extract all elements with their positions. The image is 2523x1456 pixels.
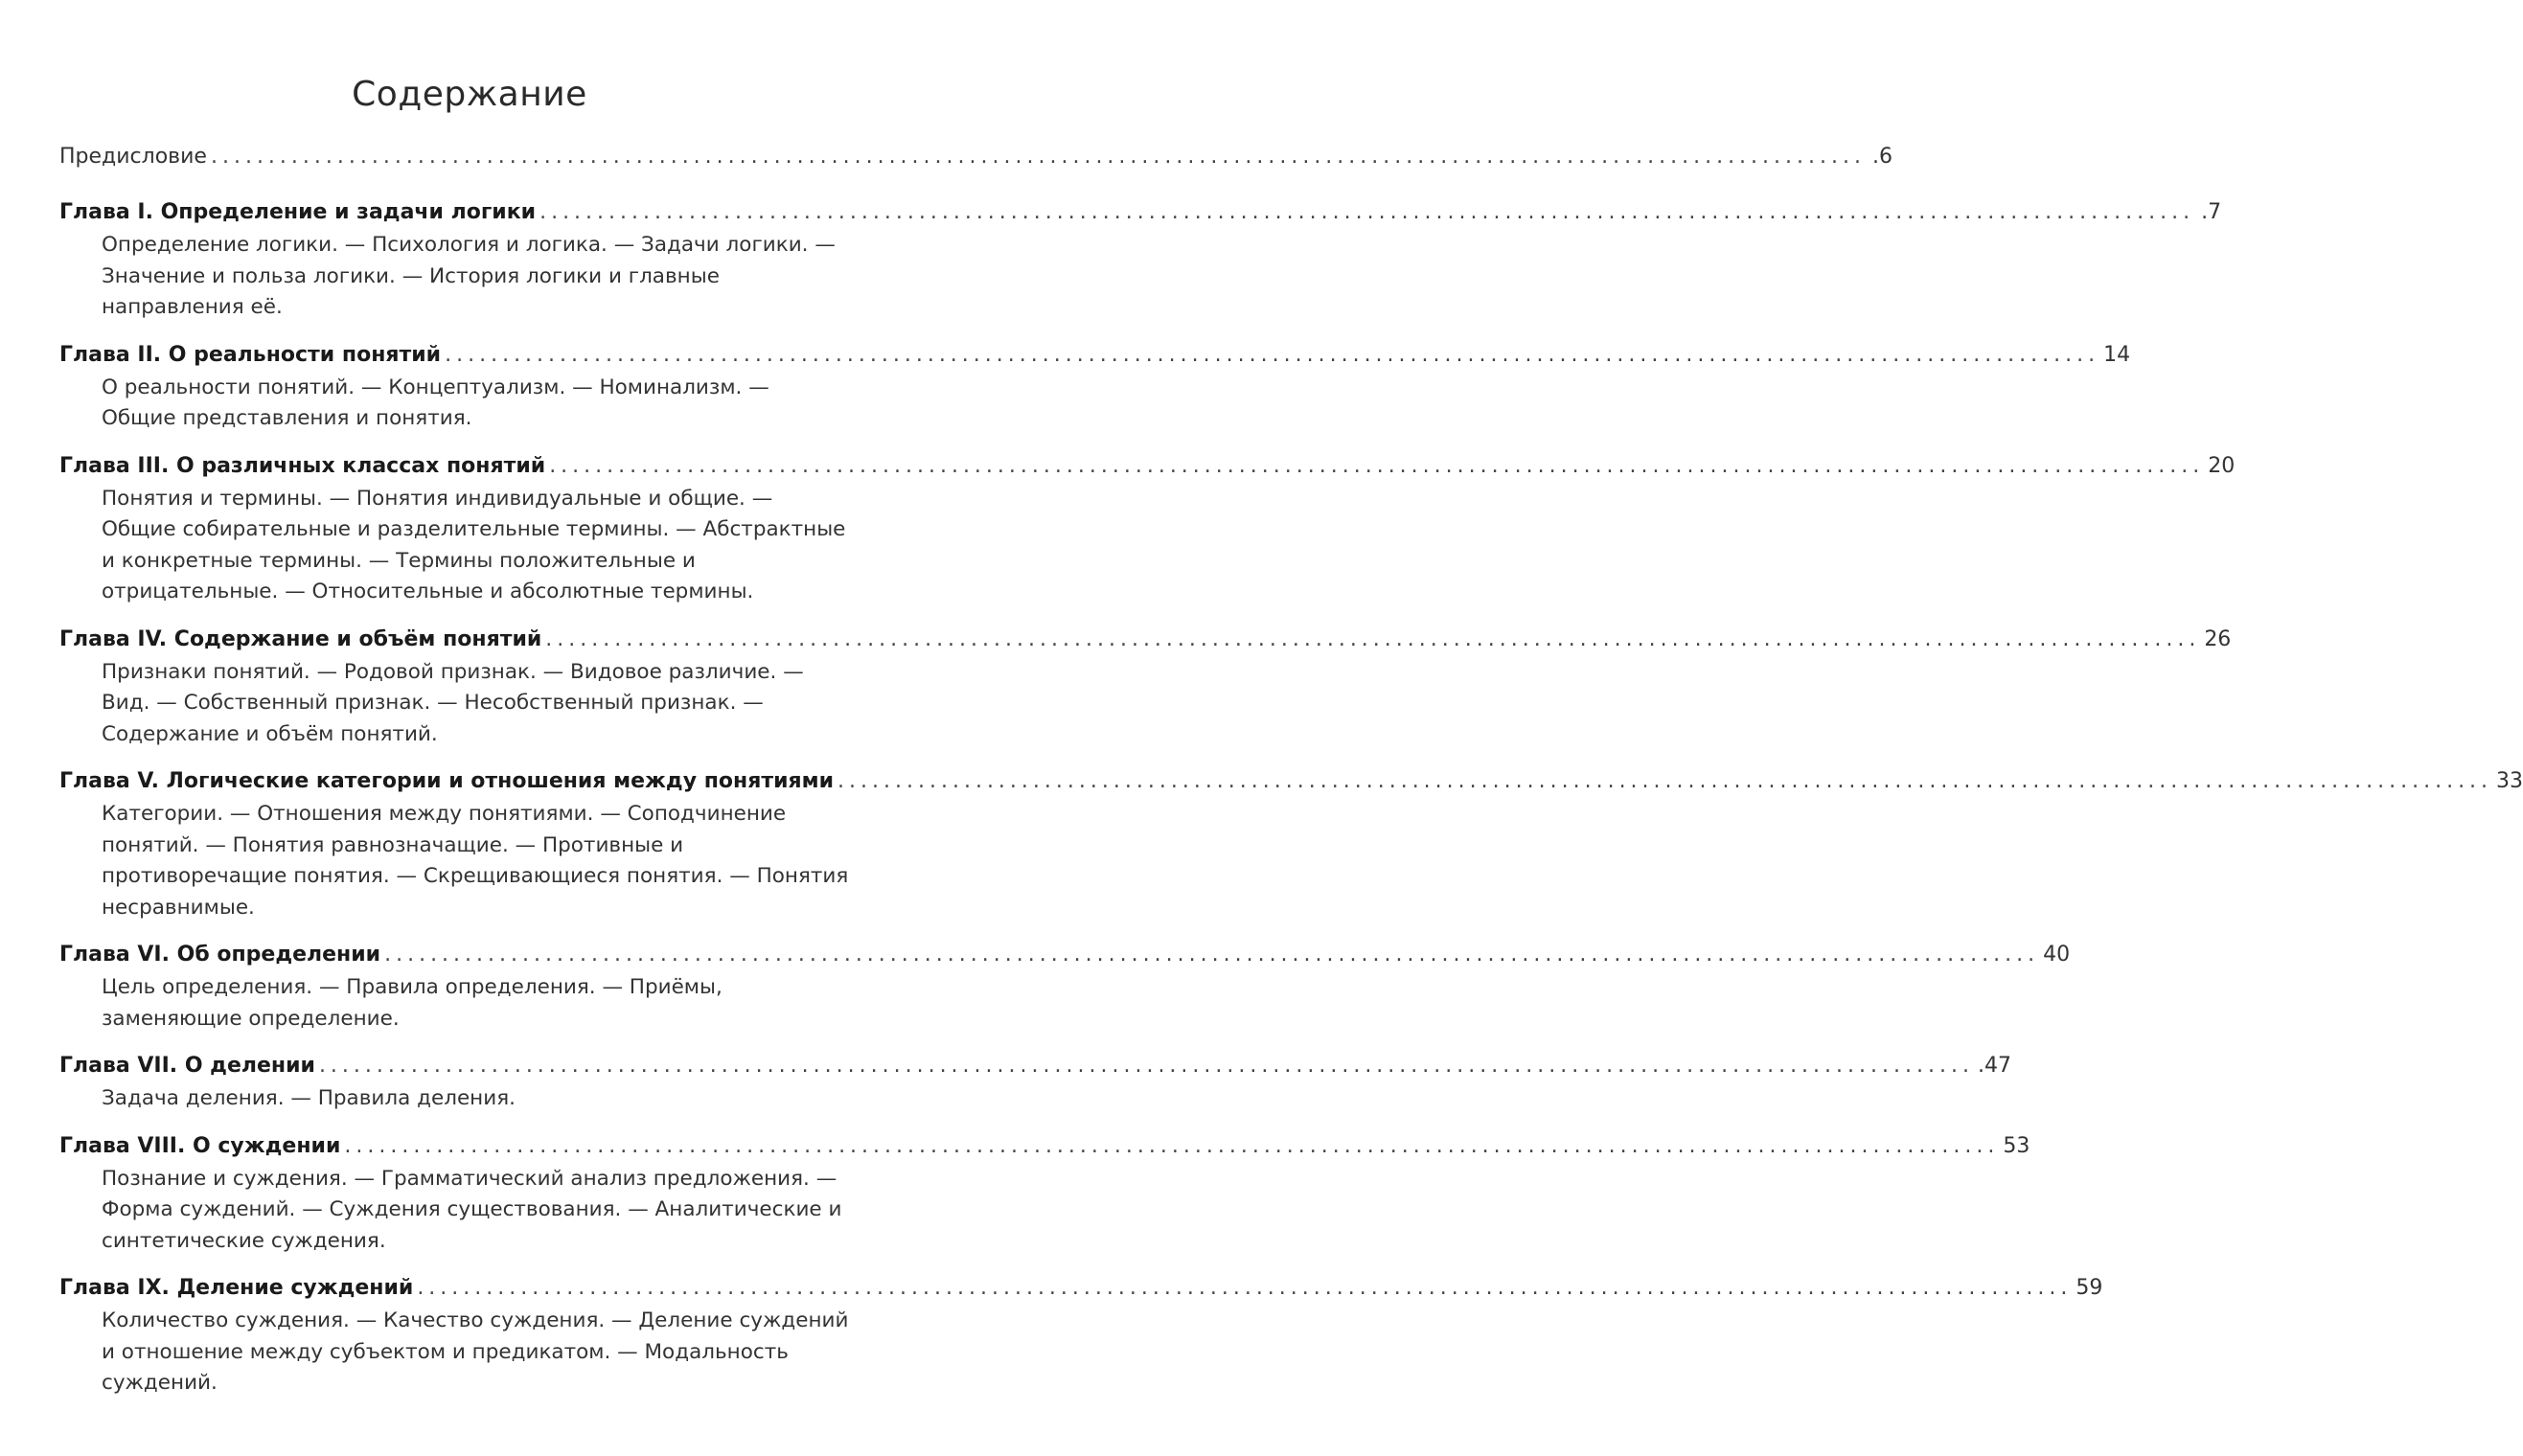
dot-leader: ................................................................................................................................................ bbox=[545, 626, 2201, 651]
toc-entry-chapter-5 bbox=[59, 764, 2523, 923]
toc-description: Категории. — Отношения между понятиями. — Соподчинение понятий. — Понятия равнозначащие. — Противные и противоречащие понятия. — Скрещивающиеся понятия. — Понятия несравнимые. bbox=[102, 802, 849, 920]
dot-leader: ................................................................................................................................................ bbox=[344, 1133, 2000, 1158]
toc-heading: Глава VII. О делении bbox=[59, 1054, 315, 1078]
toc-heading: Глава IX. Деление суждений bbox=[59, 1276, 414, 1300]
page-number: 40 bbox=[2043, 943, 2071, 967]
page-number: 14 bbox=[2103, 342, 2131, 367]
dot-leader: ................................................................................................................................................ bbox=[549, 453, 2205, 478]
toc-heading: Предисловие bbox=[59, 145, 207, 169]
toc-line[interactable] bbox=[59, 1129, 2030, 1164]
dot-leader: ................................................................................................................................................ bbox=[837, 769, 2493, 793]
toc-description: Определение логики. — Психология и логика. — Задачи логики. — Значение и польза логики. — История логики и главные направления её. bbox=[102, 233, 836, 319]
dot-leader: ................................................................................................................................................ bbox=[384, 943, 2040, 967]
toc-entry-chapter-1 bbox=[59, 195, 2222, 324]
toc-heading: Глава VIII. О суждении bbox=[59, 1133, 341, 1158]
page-number: .6 bbox=[1871, 145, 1892, 169]
page-number: 33 bbox=[2496, 769, 2523, 793]
toc-entry-preface bbox=[59, 140, 1892, 174]
toc-line[interactable] bbox=[59, 140, 1892, 174]
dot-leader: ................................................................................................................................................ bbox=[210, 145, 1866, 169]
toc-description: Количество суждения. — Качество суждения. — Деление суждений и отношение между субъектом и предикатом. — Модальность суждений. bbox=[102, 1308, 849, 1395]
toc-description: О реальности понятий. — Концептуализм. — Номинализм. — Общие представления и понятия. bbox=[102, 375, 769, 430]
table-of-contents bbox=[59, 140, 2523, 1414]
toc-description: Задача деления. — Правила деления. bbox=[102, 1086, 516, 1110]
toc-entry-chapter-4 bbox=[59, 623, 2232, 751]
dot-leader: ................................................................................................................................................ bbox=[417, 1276, 2073, 1300]
page-number: 59 bbox=[2076, 1276, 2103, 1300]
toc-entry-chapter-2 bbox=[59, 338, 2131, 435]
toc-line[interactable] bbox=[59, 338, 2131, 373]
toc-heading: Глава IV. Содержание и объём понятий bbox=[59, 626, 542, 651]
dot-leader: ................................................................................................................................................ bbox=[539, 200, 2195, 224]
toc-entry-chapter-7 bbox=[59, 1049, 2011, 1115]
toc-entry-chapter-8 bbox=[59, 1129, 2030, 1258]
toc-heading: Глава II. О реальности понятий bbox=[59, 342, 442, 367]
toc-line[interactable] bbox=[59, 1271, 2103, 1306]
page-number: 53 bbox=[2003, 1133, 2030, 1158]
page-number: 26 bbox=[2204, 626, 2232, 651]
toc-entry-chapter-9 bbox=[59, 1271, 2103, 1399]
toc-description: Признаки понятий. — Родовой признак. — Видовое различие. — Вид. — Собственный признак. — Несобственный признак. — Содержание и объём понятий. bbox=[102, 659, 804, 746]
toc-entry-chapter-3 bbox=[59, 449, 2236, 608]
toc-heading: Глава III. О различных классах понятий bbox=[59, 453, 546, 478]
toc-heading: Глава V. Логические категории и отношения между понятиями bbox=[59, 769, 835, 793]
toc-description: Понятия и термины. — Понятия индивидуальные и общие. — Общие собирательные и разделительные термины. — Абстрактные и конкретные термины. — Термины положительные и отрицательные. — Относительные и абсолютные термины. bbox=[102, 486, 846, 603]
dot-leader: ................................................................................................................................................ bbox=[318, 1054, 1974, 1078]
toc-line[interactable] bbox=[59, 623, 2232, 657]
dot-leader: ................................................................................................................................................ bbox=[445, 342, 2100, 367]
toc-heading: Глава I. Определение и задачи логики bbox=[59, 200, 537, 224]
page-number: .7 bbox=[2201, 200, 2222, 224]
page-number: .47 bbox=[1977, 1054, 2011, 1078]
toc-description: Познание и суждения. — Грамматический анализ предложения. — Форма суждений. — Суждения существования. — Аналитические и синтетические суждения. bbox=[102, 1166, 842, 1253]
toc-description: Цель определения. — Правила определения. — Приёмы, заменяющие определение. bbox=[102, 975, 722, 1031]
toc-line[interactable] bbox=[59, 195, 2222, 230]
toc-line[interactable] bbox=[59, 1049, 2011, 1083]
toc-entry-chapter-6 bbox=[59, 938, 2071, 1035]
toc-line[interactable] bbox=[59, 449, 2236, 484]
page-number: 20 bbox=[2208, 453, 2236, 478]
toc-heading: Глава VI. Об определении bbox=[59, 943, 381, 967]
page-title: Содержание bbox=[352, 75, 587, 114]
toc-line[interactable] bbox=[59, 938, 2071, 972]
toc-line[interactable] bbox=[59, 764, 2523, 799]
